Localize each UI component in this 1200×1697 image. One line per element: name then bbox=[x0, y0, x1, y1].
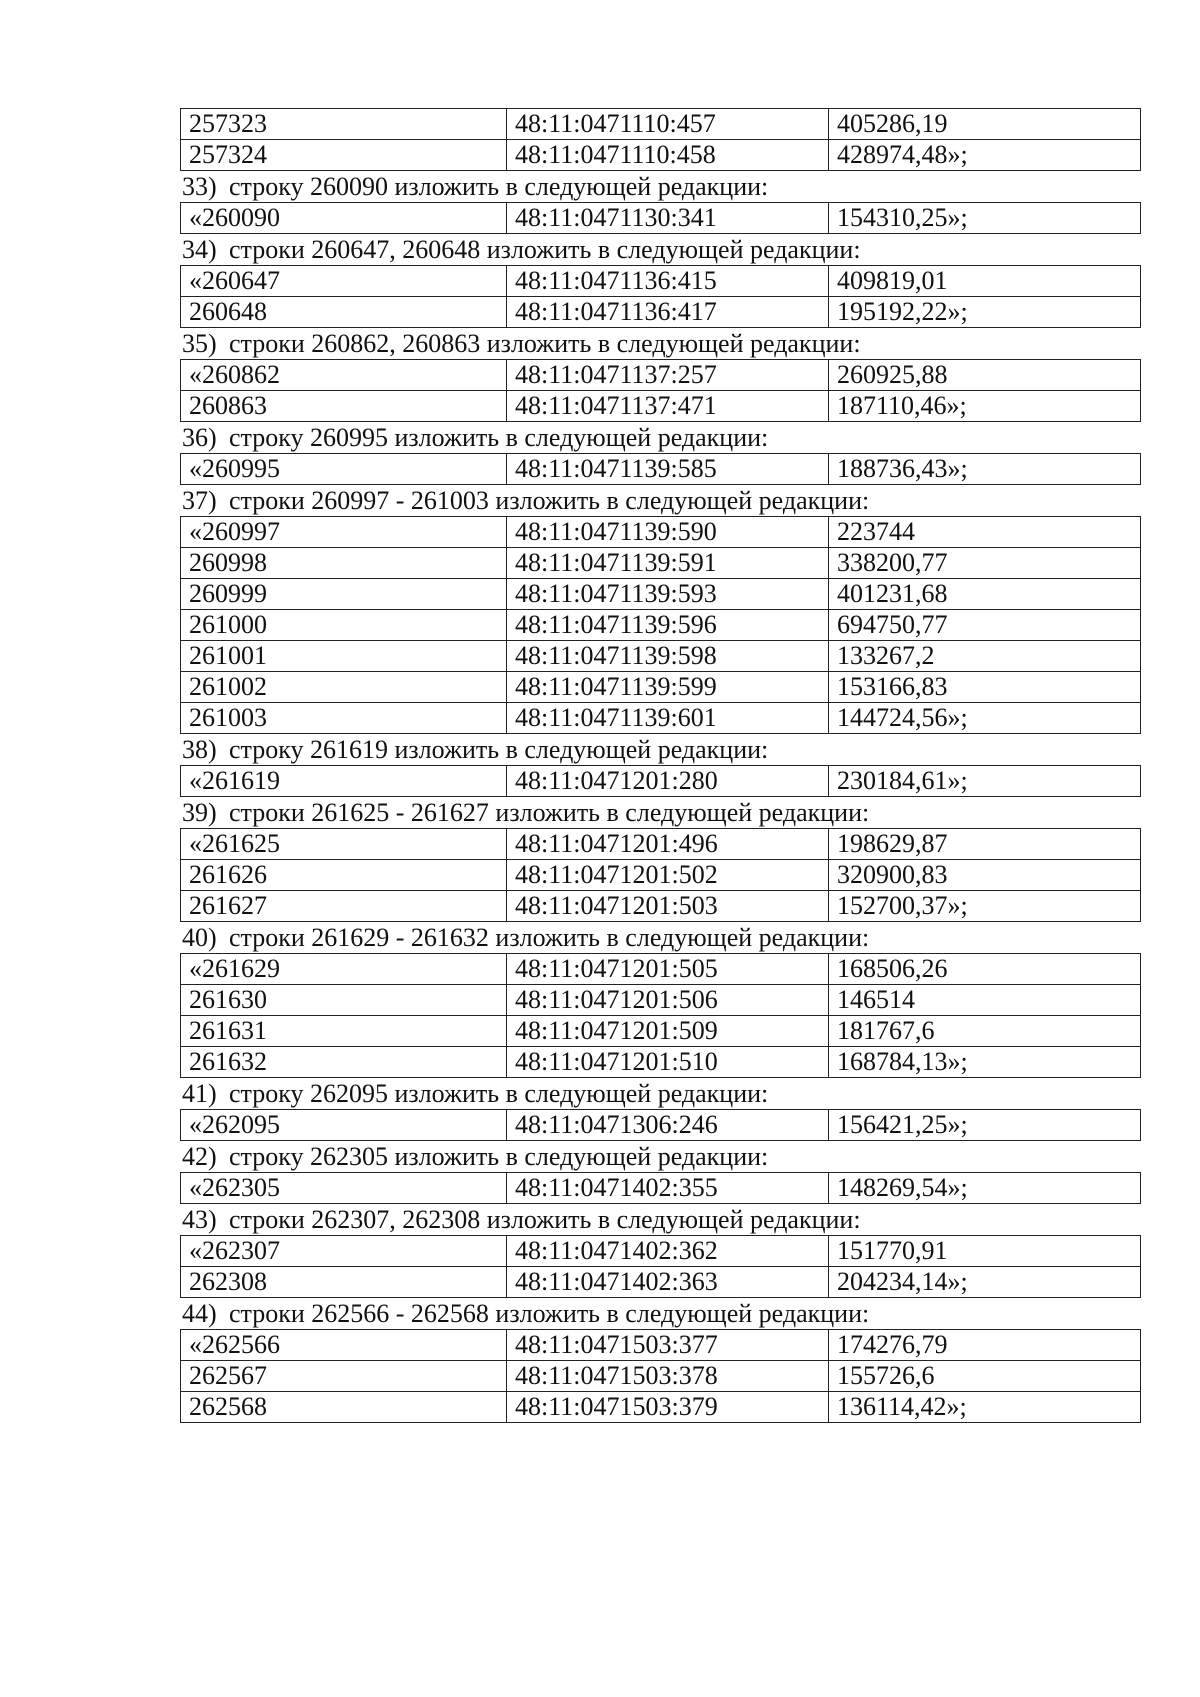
instruction-number: 37) bbox=[182, 486, 217, 515]
table-row bbox=[181, 454, 1141, 485]
row-number-cell: 261003 bbox=[181, 703, 507, 734]
cadastral-number-cell: 48:11:0471139:585 bbox=[507, 454, 829, 485]
cadastral-number-cell: 48:11:0471201:506 bbox=[507, 985, 829, 1016]
cadastral-number-cell: 48:11:0471201:510 bbox=[507, 1047, 829, 1078]
instruction-text: строки 260862, 260863 изложить в следующей редакции: bbox=[229, 329, 861, 358]
row-number-cell: «262305 bbox=[181, 1173, 507, 1204]
cadastral-number-cell: 48:11:0471110:458 bbox=[507, 140, 829, 171]
cadastral-number-cell: 48:11:0471201:496 bbox=[507, 829, 829, 860]
table-row bbox=[181, 672, 1141, 703]
row-number-cell: 262568 bbox=[181, 1392, 507, 1423]
value-cell: 405286,19 bbox=[829, 109, 1141, 140]
table-row bbox=[181, 1016, 1141, 1047]
value-cell: 401231,68 bbox=[829, 579, 1141, 610]
cadastral-number-cell: 48:11:0471137:471 bbox=[507, 391, 829, 422]
cadastral-number-cell: 48:11:0471306:246 bbox=[507, 1110, 829, 1141]
instruction-text: строки 261629 - 261632 изложить в следующей редакции: bbox=[229, 923, 870, 952]
table-row bbox=[181, 297, 1141, 328]
cadastral-number-cell: 48:11:0471139:593 bbox=[507, 579, 829, 610]
row-number-cell: 261627 bbox=[181, 891, 507, 922]
cadastral-number-cell: 48:11:0471139:591 bbox=[507, 548, 829, 579]
row-number-cell: 260648 bbox=[181, 297, 507, 328]
value-cell: 198629,87 bbox=[829, 829, 1141, 860]
instruction-text: строки 262307, 262308 изложить в следующей редакции: bbox=[229, 1205, 861, 1234]
cadastral-number-cell: 48:11:0471136:415 bbox=[507, 266, 829, 297]
amendment-instruction bbox=[180, 1204, 1140, 1235]
cadastral-number-cell: 48:11:0471201:502 bbox=[507, 860, 829, 891]
value-cell: 409819,01 bbox=[829, 266, 1141, 297]
instruction-number: 44) bbox=[182, 1299, 217, 1328]
cadastral-number-cell: 48:11:0471137:257 bbox=[507, 360, 829, 391]
cadastral-table bbox=[180, 265, 1141, 328]
value-cell: 136114,42»; bbox=[829, 1392, 1141, 1423]
table-row bbox=[181, 610, 1141, 641]
row-number-cell: «262095 bbox=[181, 1110, 507, 1141]
instruction-number: 42) bbox=[182, 1142, 217, 1171]
table-row bbox=[181, 1267, 1141, 1298]
instruction-number: 41) bbox=[182, 1079, 217, 1108]
value-cell: 148269,54»; bbox=[829, 1173, 1141, 1204]
table-row bbox=[181, 985, 1141, 1016]
table-row bbox=[181, 548, 1141, 579]
value-cell: 204234,14»; bbox=[829, 1267, 1141, 1298]
cadastral-number-cell: 48:11:0471139:598 bbox=[507, 641, 829, 672]
table-row bbox=[181, 579, 1141, 610]
table-row bbox=[181, 1392, 1141, 1423]
value-cell: 187110,46»; bbox=[829, 391, 1141, 422]
cadastral-table bbox=[180, 765, 1141, 797]
amendment-instruction bbox=[180, 171, 1140, 202]
cadastral-number-cell: 48:11:0471201:280 bbox=[507, 766, 829, 797]
cadastral-number-cell: 48:11:0471139:601 bbox=[507, 703, 829, 734]
table-row bbox=[181, 641, 1141, 672]
row-number-cell: «261625 bbox=[181, 829, 507, 860]
cadastral-number-cell: 48:11:0471402:355 bbox=[507, 1173, 829, 1204]
amendment-instruction bbox=[180, 422, 1140, 453]
table-row bbox=[181, 203, 1141, 234]
value-cell: 154310,25»; bbox=[829, 203, 1141, 234]
cadastral-table bbox=[180, 453, 1141, 485]
row-number-cell: 261630 bbox=[181, 985, 507, 1016]
value-cell: 146514 bbox=[829, 985, 1141, 1016]
value-cell: 155726,6 bbox=[829, 1361, 1141, 1392]
table-row bbox=[181, 360, 1141, 391]
row-number-cell: «261629 bbox=[181, 954, 507, 985]
row-number-cell: «260090 bbox=[181, 203, 507, 234]
instruction-text: строки 260647, 260648 изложить в следующей редакции: bbox=[229, 235, 861, 264]
table-row bbox=[181, 1361, 1141, 1392]
cadastral-number-cell: 48:11:0471201:509 bbox=[507, 1016, 829, 1047]
value-cell: 151770,91 bbox=[829, 1236, 1141, 1267]
row-number-cell: «260647 bbox=[181, 266, 507, 297]
cadastral-number-cell: 48:11:0471201:503 bbox=[507, 891, 829, 922]
amendment-instruction bbox=[180, 485, 1140, 516]
row-number-cell: 261632 bbox=[181, 1047, 507, 1078]
table-row bbox=[181, 266, 1141, 297]
cadastral-number-cell: 48:11:0471139:599 bbox=[507, 672, 829, 703]
cadastral-table bbox=[180, 953, 1141, 1078]
cadastral-number-cell: 48:11:0471503:379 bbox=[507, 1392, 829, 1423]
cadastral-number-cell: 48:11:0471139:590 bbox=[507, 517, 829, 548]
value-cell: 260925,88 bbox=[829, 360, 1141, 391]
table-row bbox=[181, 391, 1141, 422]
cadastral-number-cell: 48:11:0471503:377 bbox=[507, 1330, 829, 1361]
cadastral-number-cell: 48:11:0471139:596 bbox=[507, 610, 829, 641]
table-row bbox=[181, 766, 1141, 797]
amendment-instruction bbox=[180, 797, 1140, 828]
table-row bbox=[181, 891, 1141, 922]
value-cell: 168784,13»; bbox=[829, 1047, 1141, 1078]
value-cell: 174276,79 bbox=[829, 1330, 1141, 1361]
amendment-instruction bbox=[180, 1141, 1140, 1172]
value-cell: 230184,61»; bbox=[829, 766, 1141, 797]
cadastral-number-cell: 48:11:0471402:362 bbox=[507, 1236, 829, 1267]
value-cell: 195192,22»; bbox=[829, 297, 1141, 328]
table-row bbox=[181, 1330, 1141, 1361]
row-number-cell: 260863 bbox=[181, 391, 507, 422]
table-row bbox=[181, 703, 1141, 734]
value-cell: 168506,26 bbox=[829, 954, 1141, 985]
cadastral-table bbox=[180, 108, 1141, 171]
row-number-cell: «260997 bbox=[181, 517, 507, 548]
amendment-instruction bbox=[180, 1078, 1140, 1109]
value-cell: 338200,77 bbox=[829, 548, 1141, 579]
value-cell: 223744 bbox=[829, 517, 1141, 548]
cadastral-table bbox=[180, 828, 1141, 922]
row-number-cell: 260998 bbox=[181, 548, 507, 579]
row-number-cell: «260995 bbox=[181, 454, 507, 485]
instruction-text: строки 261625 - 261627 изложить в следующей редакции: bbox=[229, 798, 870, 827]
value-cell: 188736,43»; bbox=[829, 454, 1141, 485]
table-row bbox=[181, 517, 1141, 548]
amendment-instruction bbox=[180, 328, 1140, 359]
cadastral-number-cell: 48:11:0471136:417 bbox=[507, 297, 829, 328]
instruction-number: 33) bbox=[182, 172, 217, 201]
instruction-number: 36) bbox=[182, 423, 217, 452]
cadastral-number-cell: 48:11:0471110:457 bbox=[507, 109, 829, 140]
row-number-cell: «262307 bbox=[181, 1236, 507, 1267]
row-number-cell: 262308 bbox=[181, 1267, 507, 1298]
instruction-text: строки 262566 - 262568 изложить в следующей редакции: bbox=[229, 1299, 870, 1328]
value-cell: 320900,83 bbox=[829, 860, 1141, 891]
table-row bbox=[181, 954, 1141, 985]
instruction-text: строку 262095 изложить в следующей редакции: bbox=[229, 1079, 769, 1108]
cadastral-table bbox=[180, 1235, 1141, 1298]
cadastral-number-cell: 48:11:0471201:505 bbox=[507, 954, 829, 985]
row-number-cell: «261619 bbox=[181, 766, 507, 797]
row-number-cell: 261000 bbox=[181, 610, 507, 641]
value-cell: 181767,6 bbox=[829, 1016, 1141, 1047]
instruction-number: 34) bbox=[182, 235, 217, 264]
table-row bbox=[181, 829, 1141, 860]
amendment-instruction bbox=[180, 922, 1140, 953]
instruction-text: строку 260995 изложить в следующей редакции: bbox=[229, 423, 769, 452]
value-cell: 428974,48»; bbox=[829, 140, 1141, 171]
instruction-number: 40) bbox=[182, 923, 217, 952]
table-row bbox=[181, 1236, 1141, 1267]
cadastral-table bbox=[180, 516, 1141, 734]
value-cell: 694750,77 bbox=[829, 610, 1141, 641]
row-number-cell: 261626 bbox=[181, 860, 507, 891]
instruction-text: строку 262305 изложить в следующей редакции: bbox=[229, 1142, 769, 1171]
instruction-number: 35) bbox=[182, 329, 217, 358]
row-number-cell: 257323 bbox=[181, 109, 507, 140]
table-row bbox=[181, 1173, 1141, 1204]
value-cell: 144724,56»; bbox=[829, 703, 1141, 734]
row-number-cell: «260862 bbox=[181, 360, 507, 391]
amendment-instruction bbox=[180, 734, 1140, 765]
cadastral-table bbox=[180, 1329, 1141, 1423]
cadastral-table bbox=[180, 1172, 1141, 1204]
value-cell: 156421,25»; bbox=[829, 1110, 1141, 1141]
amendment-instruction bbox=[180, 234, 1140, 265]
instruction-number: 38) bbox=[182, 735, 217, 764]
instruction-text: строку 260090 изложить в следующей редакции: bbox=[229, 172, 769, 201]
row-number-cell: 261002 bbox=[181, 672, 507, 703]
cadastral-table bbox=[180, 202, 1141, 234]
table-row bbox=[181, 860, 1141, 891]
row-number-cell: 257324 bbox=[181, 140, 507, 171]
value-cell: 133267,2 bbox=[829, 641, 1141, 672]
amendment-instruction bbox=[180, 1298, 1140, 1329]
instruction-text: строки 260997 - 261003 изложить в следующей редакции: bbox=[229, 486, 870, 515]
instruction-text: строку 261619 изложить в следующей редакции: bbox=[229, 735, 769, 764]
value-cell: 153166,83 bbox=[829, 672, 1141, 703]
table-row bbox=[181, 1047, 1141, 1078]
cadastral-number-cell: 48:11:0471503:378 bbox=[507, 1361, 829, 1392]
cadastral-number-cell: 48:11:0471402:363 bbox=[507, 1267, 829, 1298]
row-number-cell: 261631 bbox=[181, 1016, 507, 1047]
cadastral-number-cell: 48:11:0471130:341 bbox=[507, 203, 829, 234]
instruction-number: 39) bbox=[182, 798, 217, 827]
row-number-cell: «262566 bbox=[181, 1330, 507, 1361]
row-number-cell: 260999 bbox=[181, 579, 507, 610]
table-row bbox=[181, 1110, 1141, 1141]
instruction-number: 43) bbox=[182, 1205, 217, 1234]
document-body bbox=[180, 108, 1140, 1423]
row-number-cell: 261001 bbox=[181, 641, 507, 672]
row-number-cell: 262567 bbox=[181, 1361, 507, 1392]
value-cell: 152700,37»; bbox=[829, 891, 1141, 922]
cadastral-table bbox=[180, 359, 1141, 422]
cadastral-table bbox=[180, 1109, 1141, 1141]
table-row bbox=[181, 140, 1141, 171]
table-row bbox=[181, 109, 1141, 140]
